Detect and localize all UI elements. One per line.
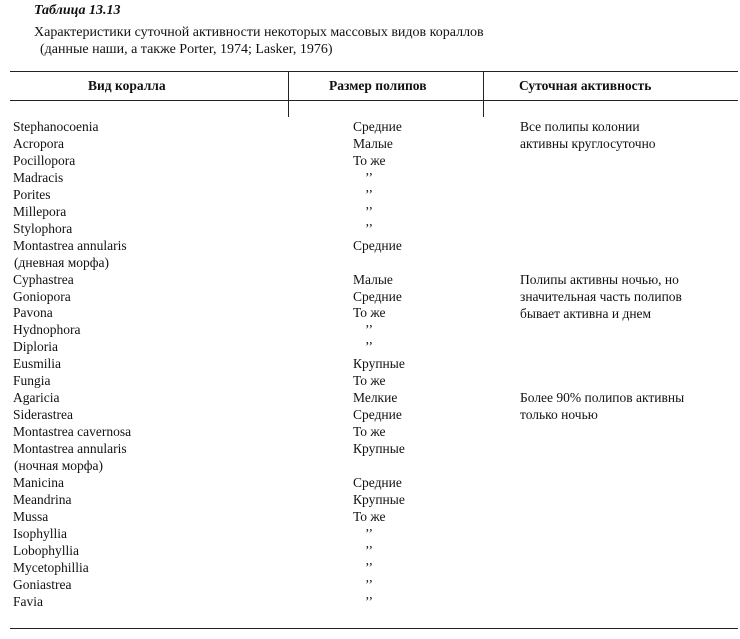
species-cell: Diploria — [13, 339, 58, 355]
column-divider-2 — [483, 71, 484, 117]
activity-note-2: Полипы активны ночью, но значительная часть полипов бывает активна и днем — [520, 272, 682, 321]
species-cell: Siderastrea — [13, 407, 73, 423]
table-row — [0, 187, 740, 204]
polyp-size-cell: То же — [353, 152, 386, 168]
species-cell: Goniopora — [13, 288, 71, 304]
species-cell: Hydnophora — [13, 322, 81, 338]
species-cell: Manicina — [13, 474, 64, 490]
table-row — [0, 170, 740, 187]
table-row — [0, 560, 740, 577]
polyp-size-cell: То же — [353, 373, 386, 389]
table-row — [0, 221, 740, 238]
species-cell: (ночная морфа) — [14, 458, 103, 473]
table-title — [34, 24, 724, 58]
polyp-size-cell: ’’ — [365, 542, 373, 558]
activity-note-1: Все полипы колонии активны круглосуточно — [520, 119, 656, 151]
species-cell: Stylophora — [13, 220, 73, 236]
table-row — [0, 492, 740, 509]
table-row — [0, 153, 740, 170]
header-rule — [10, 100, 738, 101]
polyp-size-cell: ’’ — [365, 322, 373, 338]
table-caption: Таблица 13.13 — [34, 3, 121, 18]
column-divider-1 — [288, 71, 289, 117]
polyp-size-cell: ’’ — [365, 203, 373, 219]
table-row — [0, 322, 740, 339]
table-row — [0, 204, 740, 221]
polyp-size-cell: Мелкие — [353, 390, 398, 406]
species-cell: Pocillopora — [13, 152, 76, 168]
activity-note-3: Более 90% полипов активны только ночью — [520, 390, 685, 422]
species-cell: Favia — [13, 593, 43, 609]
bottom-rule — [10, 628, 738, 629]
table-row — [0, 475, 740, 492]
table-row — [0, 543, 740, 560]
title-line-1: Характеристики суточной активности некоторых массовых видов кораллов — [34, 25, 484, 40]
species-cell: Montastrea cavernosa — [13, 424, 132, 440]
species-cell: Agaricia — [13, 390, 60, 406]
polyp-size-cell: Средние — [353, 474, 402, 490]
polyp-size-cell: ’’ — [365, 593, 373, 609]
header-daily-activity: Суточная активность — [519, 78, 652, 93]
polyp-size-cell: Крупные — [353, 356, 405, 372]
table-row — [0, 577, 740, 594]
table-row — [0, 424, 740, 441]
species-cell: Montastrea annularis — [13, 441, 127, 457]
species-cell: Acropora — [13, 135, 64, 151]
species-cell: Millepora — [13, 203, 67, 219]
polyp-size-cell: ’’ — [365, 220, 373, 236]
species-cell: Isophyllia — [13, 525, 67, 541]
species-cell: Lobophyllia — [13, 542, 79, 558]
species-cell: Pavona — [13, 305, 53, 321]
species-cell: Cyphastrea — [13, 271, 74, 287]
polyp-size-cell: То же — [353, 508, 386, 524]
polyp-size-cell: Малые — [353, 135, 393, 151]
table-row — [0, 373, 740, 390]
table-row — [0, 255, 740, 272]
polyp-size-cell: Средние — [353, 119, 402, 134]
species-cell: Fungia — [13, 373, 51, 389]
header-species: Вид коралла — [88, 78, 166, 93]
polyp-size-cell: ’’ — [365, 559, 373, 575]
polyp-size-cell: Крупные — [353, 491, 405, 507]
polyp-size-cell: То же — [353, 305, 386, 321]
table-row — [0, 356, 740, 373]
table-row — [0, 441, 740, 458]
polyp-size-cell: Крупные — [353, 441, 405, 457]
polyp-size-cell: Малые — [353, 271, 393, 287]
table-row — [0, 509, 740, 526]
species-cell: Porites — [13, 186, 51, 202]
species-cell: Goniastrea — [13, 576, 72, 592]
polyp-size-cell: То же — [353, 424, 386, 440]
table-row — [0, 238, 740, 255]
polyp-size-cell: ’’ — [365, 169, 373, 185]
species-cell: Meandrina — [13, 491, 72, 507]
species-cell: Stephanocoenia — [13, 119, 99, 134]
title-line-2: (данные наши, а также Porter, 1974; Lasker, 1976) — [40, 42, 333, 57]
table-row — [0, 339, 740, 356]
table-row — [0, 526, 740, 543]
polyp-size-cell: ’’ — [365, 339, 373, 355]
species-cell: Mussa — [13, 508, 49, 524]
polyp-size-cell: Средние — [353, 237, 402, 253]
top-rule — [10, 71, 738, 72]
species-cell: Eusmilia — [13, 356, 61, 372]
polyp-size-cell: ’’ — [365, 525, 373, 541]
polyp-size-cell: Средние — [353, 407, 402, 423]
species-cell: (дневная морфа) — [14, 254, 110, 270]
species-cell: Montastrea annularis — [13, 237, 127, 253]
header-polyp-size: Размер полипов — [329, 78, 427, 93]
polyp-size-cell: ’’ — [365, 186, 373, 202]
species-cell: Mycetophillia — [13, 559, 89, 575]
polyp-size-cell: Средние — [353, 288, 402, 304]
polyp-size-cell: ’’ — [365, 576, 373, 592]
species-cell: Madracis — [13, 169, 64, 185]
table-row — [0, 594, 740, 611]
table-row — [0, 458, 740, 475]
